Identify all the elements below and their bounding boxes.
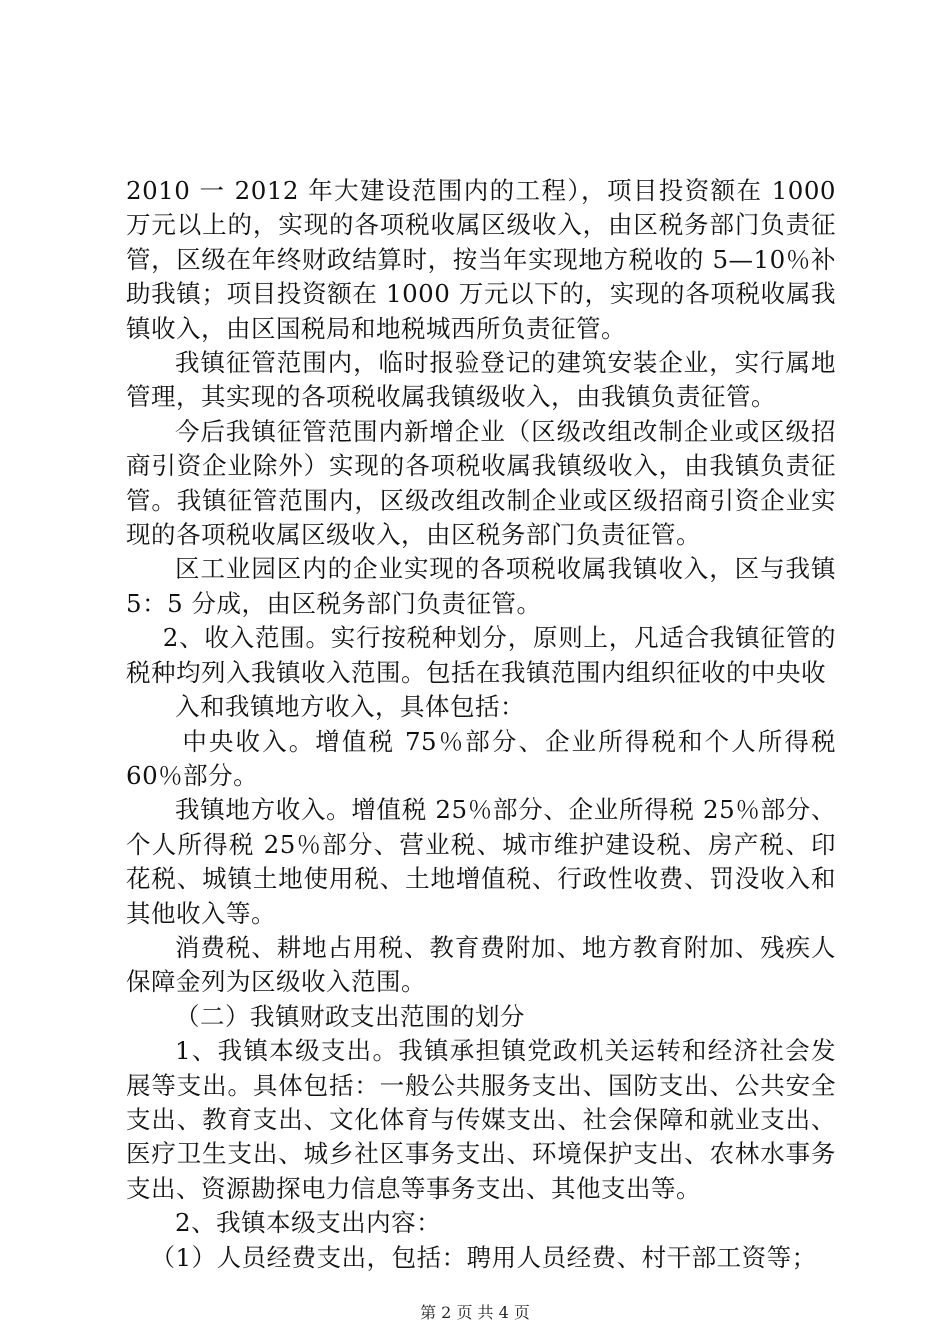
paragraph-project-tax: 2010 一 2012 年大建设范围内的工程），项目投资额在 1000 万元以上的，实现的各项税收属区级收入，由区税务部门负责征管，区级在年终财政结算时，按当年实现地方税收的 5—10％补助我镇；项目投资额在 1000 万元以下的，实现的各项税收属我镇收入，由区国税局和地税城西所负责征管。: [126, 176, 836, 343]
paragraph-personnel-expenditure: （1）人员经费支出，包括：聘用人员经费、村干部工资等；: [150, 1242, 817, 1272]
page-footer: 第 2 页 共 4 页: [420, 1303, 530, 1322]
paragraph-income-scope: 2、收入范围。实行按税种划分，原则上，凡适合我镇征管的税种均列入我镇收入范围。包括在我镇范围内组织征收的中央收: [126, 623, 836, 687]
paragraph-new-enterprises: 今后我镇征管范围内新增企业（区级改组改制企业或区级招商引资企业除外）实现的各项税收属我镇级收入，由我镇负责征管。我镇征管范围内，区级改组改制企业或区级招商引资企业实现的各项税收属区级收入，由区税务部门负责征管。: [126, 416, 836, 550]
paragraph-temporary-enterprises: 我镇征管范围内，临时报验登记的建筑安装企业，实行属地管理，其实现的各项税收属我镇级收入，由我镇负责征管。: [126, 348, 836, 412]
paragraph-industrial-park: 区工业园区内的企业实现的各项税收属我镇收入，区与我镇 5：5 分成，由区税务部门负责征管。: [126, 554, 836, 618]
paragraph-expenditure-content: 2、我镇本级支出内容：: [175, 1208, 442, 1238]
paragraph-district-income: 消费税、耕地占用税、教育费附加、地方教育附加、残疾人保障金列为区级收入范围。: [126, 932, 836, 997]
paragraph-local-income: 我镇地方收入。增值税 25％部分、企业所得税 25％部分、个人所得税 25％部分、营业税、城市维护建设税、房产税、印花税、城镇土地使用税、土地增值税、行政性收费、罚没收入和其他收入等。: [126, 795, 836, 928]
section-heading-expenditure: （二）我镇财政支出范围的划分: [175, 1001, 525, 1031]
paragraph-town-expenditure: 1、我镇本级支出。我镇承担镇党政机关运转和经济社会发展等支出。具体包括：一般公共服务支出、国防支出、公共安全支出、教育支出、文化体育与传媒支出、社会保障和就业支出、医疗卫生支出、城乡社区事务支出、环境保护支出、农林水事务支出、资源勘探电力信息等事务支出、其他支出等。: [126, 1036, 836, 1203]
paragraph-central-income: 中央收入。增值税 75％部分、企业所得税和个人所得税 60％部分。: [126, 726, 836, 790]
document-body: [126, 174, 836, 1275]
paragraph-income-scope-cont: 入和我镇地方收入，具体包括：: [175, 692, 525, 722]
